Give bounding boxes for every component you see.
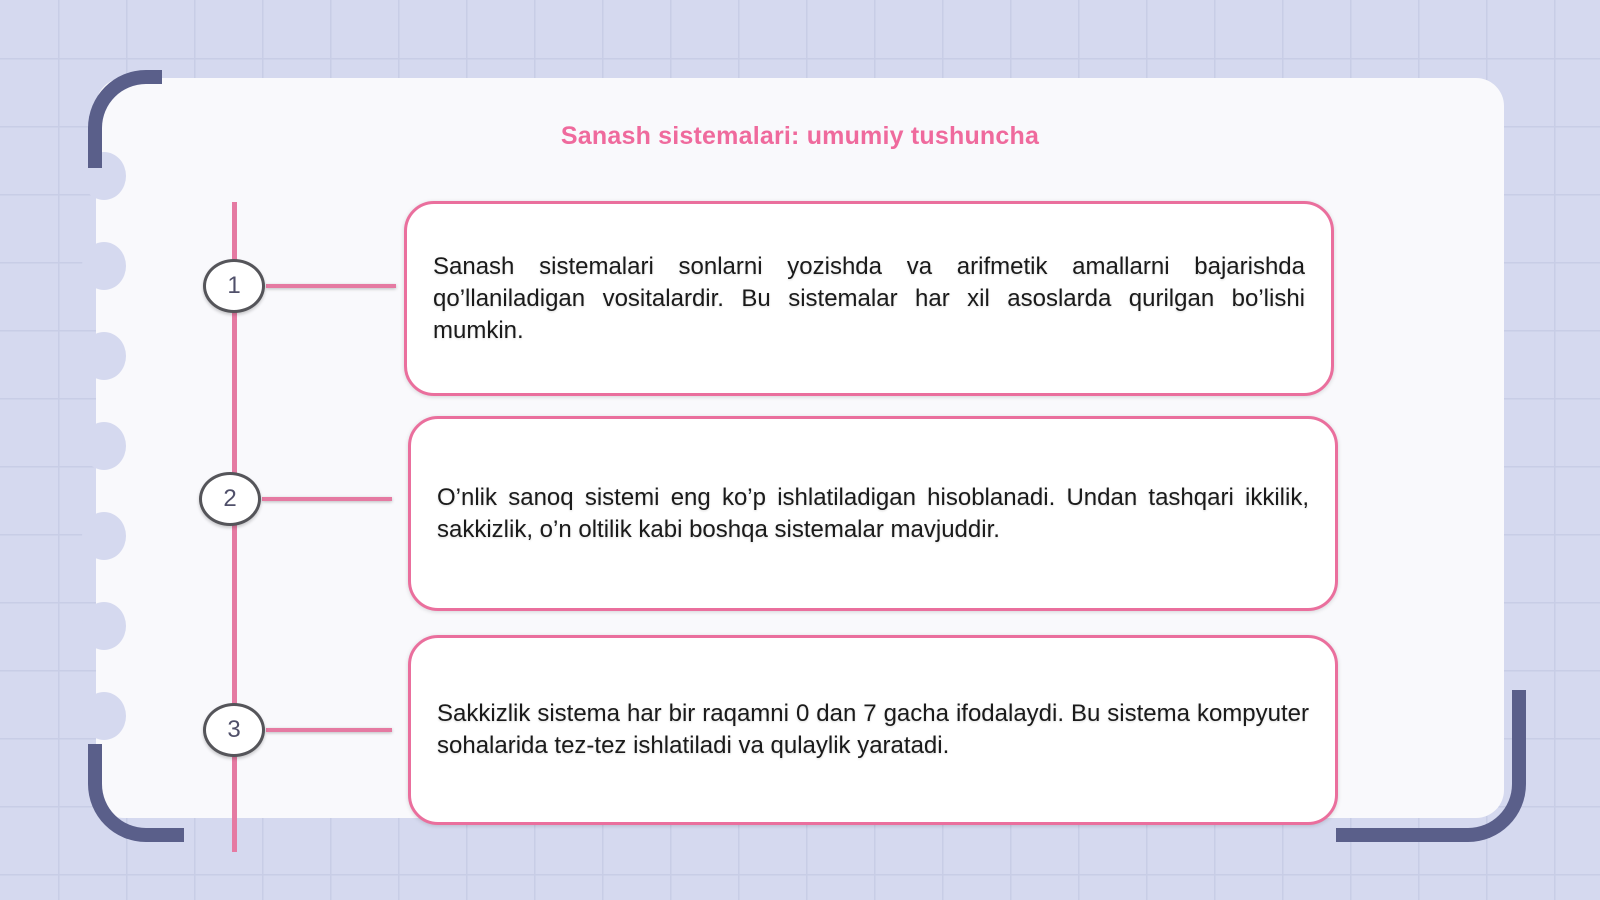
timeline-connector-1	[266, 284, 396, 288]
step-number-badge-3: 3	[203, 703, 265, 757]
slide-title: Sanash sistemalari: umumiy tushuncha	[560, 122, 1040, 150]
step-number-badge-1: 1	[203, 259, 265, 313]
timeline-connector-2	[262, 497, 392, 501]
sheet-notch	[82, 242, 126, 290]
step-text-2: O’nlik sanoq sistemi eng ko’p ishlatiladigan hisoblanadi. Undan tashqari ikkilik, sakkizlik, o’n oltilik kabi boshqa sistemalar mavjuddir.	[437, 483, 1309, 543]
step-text-3: Sakkizlik sistema har bir raqamni 0 dan 7 gacha ifodalaydi. Bu sistema kompyuter sohalarida tez-tez ishlatiladi va qulaylik yaratadi.	[437, 700, 1309, 759]
step-card-2	[408, 416, 1338, 611]
sheet-notch	[82, 602, 126, 650]
sheet-notch	[82, 512, 126, 560]
step-card-1	[404, 201, 1334, 396]
step-card-3	[408, 635, 1338, 825]
step-text-1: Sanash sistemalari sonlarni yozishda va arifmetik amallarni bajarishda qo’llaniladigan vositalardir. Bu sistemalar har xil asoslarda qurilgan bo’lishi mumkin.	[433, 252, 1305, 344]
sheet-notch	[82, 692, 126, 740]
timeline-connector-3	[266, 728, 392, 732]
sheet-notch	[82, 422, 126, 470]
corner-bracket-top-left	[88, 70, 162, 168]
corner-bracket-bottom-left	[88, 744, 184, 842]
sheet-notch	[82, 332, 126, 380]
step-number-badge-2: 2	[199, 472, 261, 526]
corner-bracket-bottom-right	[1336, 690, 1526, 842]
